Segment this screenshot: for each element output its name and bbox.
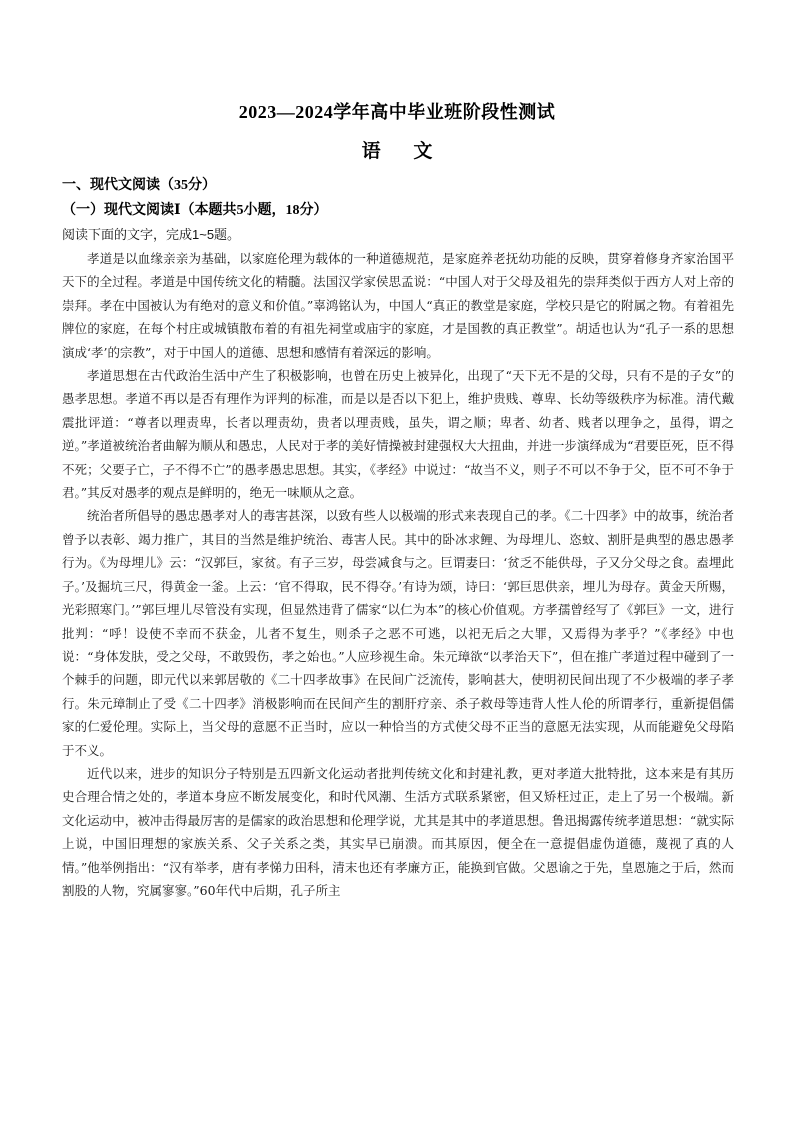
paragraph-1: 孝道是以血缘亲亲为基础，以家庭伦理为载体的一种道德规范，是家庭养老抚幼功能的反映，贯穿着修身齐家治国平天下的全过程。孝道是中国传统文化的精髓。法国汉学家侯思孟说：“中国人对于父母及祖先的崇拜类似于西方人对上帝的崇拜。孝在中国被认为有绝对的意义和价值。”辜鸿铭认为，中国人“真正的教堂是家庭，学校只是它的附属之物。有着祖先牌位的家庭，在每个村庄或城镇散布着的有祖先祠堂或庙宇的家庭，才是国教的真正教堂”。胡适也认为“孔子一系的思想演成‘孝’的宗教”，对于中国人的道德、思想和感情有着深远的影响。: [62, 251, 734, 360]
reading-instruction: 阅读下面的文字，完成1~5题。: [62, 227, 241, 242]
paragraph-3: 统治者所倡导的愚忠愚孝对人的毒害甚深，以致有些人以极端的形式来表现自己的孝。《二十四孝》中的故事，统治者曾予以表彰、竭力推广，其目的当然是维护统治、毒害人民。其中的卧冰求鲤、为母埋儿、恣蚊、割肝是典型的愚忠愚孝行为。《为母埋儿》云：“汉郭巨，家贫。有子三岁，母尝减食与之。巨谓妻曰：‘贫乏不能供母，子又分父母之食。盍埋此子。’及掘坑三尺，得黄金一釜。上云：‘官不得取，民不得夺。’有诗为颂，诗曰：‘郭巨思供亲，埋儿为母存。黄金天所赐，光彩照寒门。’”郭巨埋儿尽管没有实现，但显然违背了儒家“以仁为本”的核心价值观。方孝孺曾经写了《郭巨》一文，进行批判：“呼！设使不幸而不获金，儿者不复生，则杀子之恶不可逃，以祀无后之大罪，又焉得为孝乎？”《孝经》中也说：“身体发肤，受之父母，不敢毁伤，孝之始也。”人应珍视生命。朱元璋欲“以孝治天下”，但在推广孝道过程中碰到了一个棘手的问题，即元代以来郭居敬的《二十四孝故事》在民间广泛流传，影响甚大，使明初民间出现了不少极端的孝子孝行。朱元璋制止了受《二十四孝》消极影响而在民间产生的割肝疗亲、杀子救母等违背人性人伦的所谓孝行，重新提倡儒家的仁爱伦理。实际上，当父母的意愿不正当时，应以一种恰当的方式使父母不正当的意愿无法实现，从而能避免父母陷于不义。: [62, 508, 734, 758]
reading-passage: [62, 247, 734, 902]
exam-title: 2023—2024学年高中毕业班阶段性测试: [238, 102, 556, 122]
subsection-heading: （一）现代文阅读Ⅰ（本题共5小题，18分）: [62, 203, 328, 218]
paragraph-4: 近代以来，进步的知识分子特别是五四新文化运动者批判传统文化和封建礼教，更对孝道大批特批，这本来是有其历史合理合情之处的，孝道本身应不断发展变化，和时代风潮、生活方式联系紧密，但又矫枉过正，走上了另一个极端。新文化运动中，被冲击得最厉害的是儒家的政治思想和伦理学说，尤其是其中的孝道思想。鲁迅揭露传统孝道思想：“就实际上说，中国旧理想的家族关系、父子关系之类，其实早已崩溃。而其原因，便全在一意提倡虚伪道德，蔑视了真的人情。”他举例指出：“汉有举孝，唐有孝悌力田科，清末也还有孝廉方正，能换到官做。父恩谕之于先，皇恩施之于后，然而割股的人物，究属寥寥。”60年代中后期，孔子所主: [62, 765, 734, 898]
subject-title: 语 文: [361, 141, 447, 162]
paragraph-2: 孝道思想在古代政治生活中产生了积极影响，也曾在历史上被异化，出现了“天下无不是的父母，只有不是的子女”的愚孝思想。孝道不再以是否有理作为评判的标准，而是以是否以下犯上，维护贵贱、尊卑、长幼等级秩序为标准。清代戴震批评道：“尊者以理责卑，长者以理责幼，贵者以理责贱，虽失，谓之顺；卑者、幼者、贱者以理争之，虽得，谓之逆。”孝道被统治者曲解为顺从和愚忠，人民对于孝的美好情操被封建强权大大扭曲，并进一步演绎成为“君要臣死，臣不得不死；父要子亡，子不得不亡”的愚孝愚忠思想。其实，《孝经》中说过：“故当不义，则子不可以不争于父，臣不可不争于君。”其反对愚孝的观点是鲜明的，绝无一味顺从之意。: [62, 368, 734, 501]
section-heading: 一、现代文阅读（35分）: [62, 178, 216, 193]
